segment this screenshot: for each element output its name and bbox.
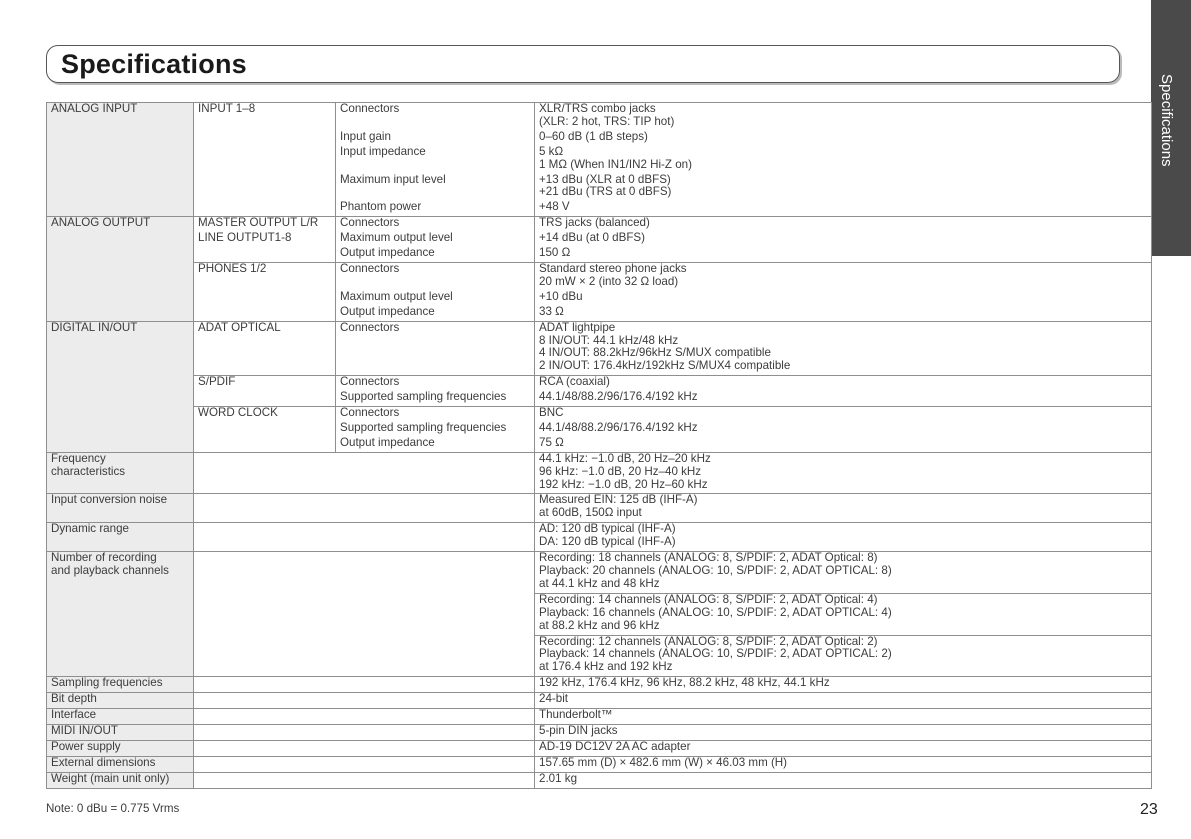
table-row xyxy=(47,552,1152,594)
table-row xyxy=(47,709,1152,725)
spec-value: Recording: 18 channels (ANALOG: 8, S/PDIF: 2, ADAT Optical: 8) Playback: 20 channels (ANALOG: 10, S/PDIF: 2, ADAT OPTICAL: 8) at 44.1 kHz and 48 kHz xyxy=(535,552,1152,594)
empty-cell xyxy=(194,693,535,709)
spec-label: Connectors xyxy=(336,103,535,131)
table-row xyxy=(47,677,1152,693)
spec-value: AD: 120 dB typical (IHF-A) DA: 120 dB typical (IHF-A) xyxy=(535,523,1152,552)
table-row xyxy=(47,724,1152,740)
spec-label: Input impedance xyxy=(336,146,535,174)
spec-label: Maximum output level xyxy=(336,232,535,247)
spec-value: 24-bit xyxy=(535,693,1152,709)
category-cell: Dynamic range xyxy=(47,523,194,552)
spec-value: Standard stereo phone jacks 20 mW × 2 (into 32 Ω load) xyxy=(535,262,1152,290)
empty-cell xyxy=(194,677,535,693)
table-row xyxy=(47,103,1152,131)
category-cell: Frequency characteristics xyxy=(47,452,194,494)
spec-value: 5-pin DIN jacks xyxy=(535,724,1152,740)
spec-value: BNC xyxy=(535,407,1152,422)
category-cell: Number of recording and playback channels xyxy=(47,552,194,677)
empty-cell xyxy=(194,772,535,788)
category-cell: DIGITAL IN/OUT xyxy=(47,321,194,452)
spec-label: Input gain xyxy=(336,131,535,146)
category-cell: Input conversion noise xyxy=(47,494,194,523)
spec-value: ADAT lightpipe 8 IN/OUT: 44.1 kHz/48 kHz 4 IN/OUT: 88.2kHz/96kHz S/MUX compatible 2 IN/OUT: 176.4kHz/192kHz S/MUX4 compatible xyxy=(535,321,1152,376)
table-row xyxy=(47,262,1152,290)
table-row xyxy=(47,376,1152,391)
spec-value: 44.1/48/88.2/96/176.4/192 kHz xyxy=(535,391,1152,406)
category-cell: Interface xyxy=(47,709,194,725)
table-row xyxy=(47,407,1152,422)
page-number: 23 xyxy=(1140,801,1158,818)
category-cell: Weight (main unit only) xyxy=(47,772,194,788)
table-row xyxy=(47,740,1152,756)
category-cell: External dimensions xyxy=(47,756,194,772)
title-box xyxy=(46,45,1120,83)
table-row xyxy=(47,523,1152,552)
spec-label: Connectors xyxy=(336,321,535,376)
spec-label: Maximum input level xyxy=(336,174,535,202)
spec-value: RCA (coaxial) xyxy=(535,376,1152,391)
spec-value: 192 kHz, 176.4 kHz, 96 kHz, 88.2 kHz, 48 kHz, 44.1 kHz xyxy=(535,677,1152,693)
sub-cell: INPUT 1–8 xyxy=(194,103,336,217)
spec-value: Measured EIN: 125 dB (IHF-A) at 60dB, 150Ω input xyxy=(535,494,1152,523)
sub-cell: ADAT OPTICAL xyxy=(194,321,336,376)
empty-cell xyxy=(194,740,535,756)
spec-value: 44.1 kHz: −1.0 dB, 20 Hz–20 kHz 96 kHz: −1.0 dB, 20 Hz–40 kHz 192 kHz: −1.0 dB, 20 Hz–60 kHz xyxy=(535,452,1152,494)
sub-cell: PHONES 1/2 xyxy=(194,262,336,321)
spec-value: 44.1/48/88.2/96/176.4/192 kHz xyxy=(535,422,1152,437)
spec-label: Output impedance xyxy=(336,306,535,321)
spec-label: Connectors xyxy=(336,407,535,422)
spec-value: Recording: 12 channels (ANALOG: 8, S/PDIF: 2, ADAT Optical: 2) Playback: 14 channels (ANALOG: 10, S/PDIF: 2, ADAT OPTICAL: 2) at 176.4 kHz and 192 kHz xyxy=(535,635,1152,677)
table-row xyxy=(47,494,1152,523)
sub-cell: WORD CLOCK xyxy=(194,407,336,453)
empty-cell xyxy=(194,494,535,523)
spec-value: AD-19 DC12V 2A AC adapter xyxy=(535,740,1152,756)
table-row xyxy=(47,772,1152,788)
table-row xyxy=(47,452,1152,494)
spec-value: +13 dBu (XLR at 0 dBFS) +21 dBu (TRS at 0 dBFS) xyxy=(535,174,1152,202)
spec-value: TRS jacks (balanced) xyxy=(535,217,1152,232)
spec-label: Connectors xyxy=(336,217,535,232)
spec-label: Supported sampling frequencies xyxy=(336,391,535,406)
sub-cell xyxy=(194,247,336,262)
footnote: Note: 0 dBu = 0.775 Vrms xyxy=(46,802,180,815)
category-cell: Bit depth xyxy=(47,693,194,709)
spec-value: Thunderbolt™ xyxy=(535,709,1152,725)
table-row xyxy=(47,217,1152,232)
spec-value: 33 Ω xyxy=(535,306,1152,321)
spec-value: 75 Ω xyxy=(535,437,1152,452)
table-row xyxy=(47,321,1152,376)
category-cell: MIDI IN/OUT xyxy=(47,724,194,740)
spec-value: +48 V xyxy=(535,201,1152,216)
spec-label: Phantom power xyxy=(336,201,535,216)
spec-label: Connectors xyxy=(336,376,535,391)
spec-label: Connectors xyxy=(336,262,535,290)
table-row xyxy=(47,232,1152,247)
table-row xyxy=(47,693,1152,709)
spec-label: Maximum output level xyxy=(336,291,535,306)
category-cell: Sampling frequencies xyxy=(47,677,194,693)
empty-cell xyxy=(194,709,535,725)
spec-value: 0–60 dB (1 dB steps) xyxy=(535,131,1152,146)
spec-value: 150 Ω xyxy=(535,247,1152,262)
spec-value: +10 dBu xyxy=(535,291,1152,306)
spec-label: Output impedance xyxy=(336,437,535,452)
spec-label: Supported sampling frequencies xyxy=(336,422,535,437)
table-row xyxy=(47,756,1152,772)
empty-cell xyxy=(194,523,535,552)
spec-value: 5 kΩ 1 MΩ (When IN1/IN2 Hi-Z on) xyxy=(535,146,1152,174)
spec-value: 157.65 mm (D) × 482.6 mm (W) × 46.03 mm (H) xyxy=(535,756,1152,772)
sub-cell: LINE OUTPUT1-8 xyxy=(194,232,336,247)
empty-cell xyxy=(194,724,535,740)
empty-cell xyxy=(194,452,535,494)
spec-label: Output impedance xyxy=(336,247,535,262)
table-row xyxy=(47,247,1152,262)
category-cell: Power supply xyxy=(47,740,194,756)
page-title: Specifications xyxy=(61,49,247,79)
category-cell: ANALOG INPUT xyxy=(47,103,194,217)
spec-value: 2.01 kg xyxy=(535,772,1152,788)
empty-cell xyxy=(194,552,535,677)
spec-value: +14 dBu (at 0 dBFS) xyxy=(535,232,1152,247)
sub-cell: MASTER OUTPUT L/R xyxy=(194,217,336,232)
sub-cell: S/PDIF xyxy=(194,376,336,407)
spec-value: XLR/TRS combo jacks (XLR: 2 hot, TRS: TIP hot) xyxy=(535,103,1152,131)
empty-cell xyxy=(194,756,535,772)
spec-value: Recording: 14 channels (ANALOG: 8, S/PDIF: 2, ADAT Optical: 4) Playback: 16 channels (ANALOG: 10, S/PDIF: 2, ADAT OPTICAL: 4) at 88.2 kHz and 96 kHz xyxy=(535,593,1152,635)
category-cell: ANALOG OUTPUT xyxy=(47,217,194,321)
section-tab-label: Specifications xyxy=(1158,74,1175,167)
spec-table xyxy=(46,102,1152,789)
